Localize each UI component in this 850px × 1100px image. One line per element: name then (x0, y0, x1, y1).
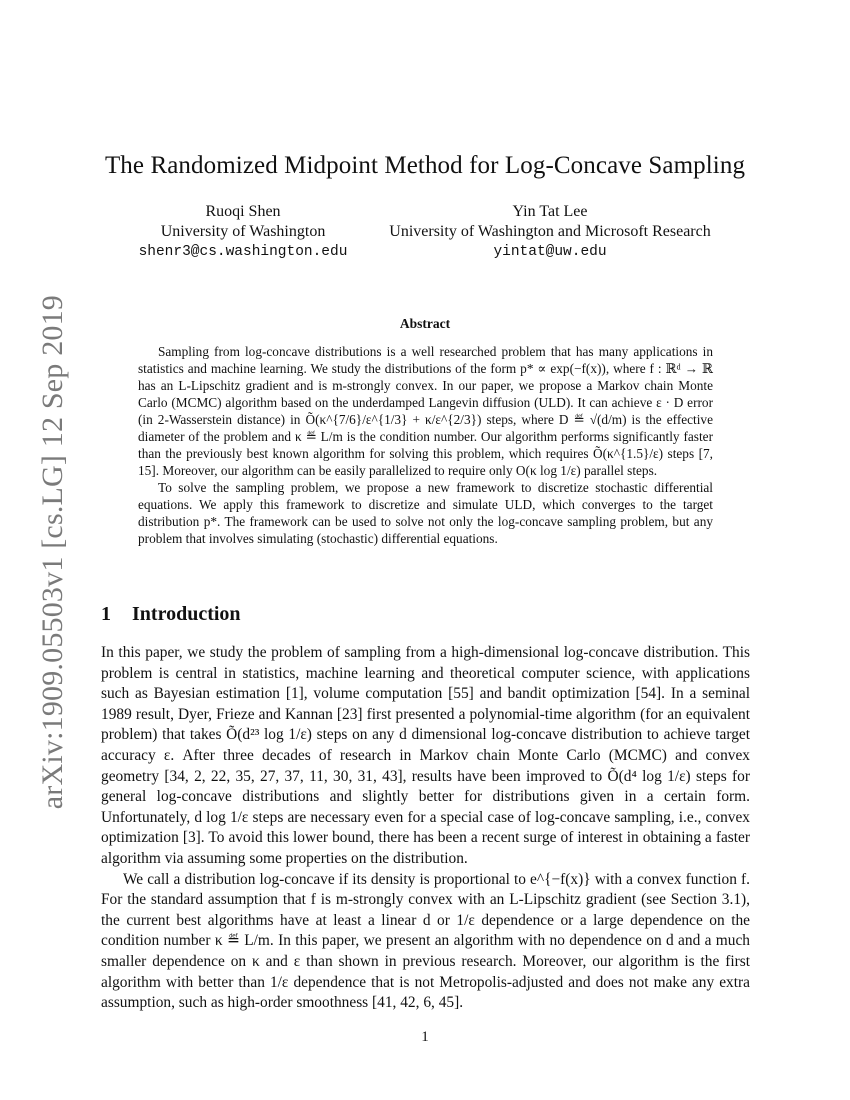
intro-paragraph-1: In this paper, we study the problem of sampling from a high-dimensional log-concave distribution. This problem is central in statistics, machine learning and theoretical computer science, with applications such as Bayesian estimation [1], volume computation [55] and bandit optimization [54]. In a seminal 1989 result, Dyer, Frieze and Kannan [23] first presented a polynomial-time algorithm (for an equivalent problem) that takes Õ(d²³ log 1/ε) steps on any d dimensional log-concave distribution to achieve target accuracy ε. After three decades of research in Markov chain Monte Carlo (MCMC) and convex geometry [34, 2, 22, 35, 27, 37, 11, 30, 31, 43], results have been improved to Õ(d⁴ log 1/ε) steps for general log-concave distributions and slightly better for distributions given in a certain form. Unfortunately, d log 1/ε steps are necessary even for a special case of log-concave sampling, i.e., convex optimization [3]. To avoid this lower bound, there has been a recent surge of interest in obtaining a faster algorithm via assuming some properties on the distribution. (101, 644, 750, 867)
intro-paragraph-2: We call a distribution log-concave if its density is proportional to e^{−f(x)} with a convex function f. For the standard assumption that f is m-strongly convex with an L-Lipschitz gradient (see Section 3.1), the current best algorithms have at least a linear d or 1/ε dependence or a large dependence on the condition number κ ≝ L/m. In this paper, we present an algorithm with no dependence on d and a much smaller dependence on κ and ε than shown in previous research. Moreover, our algorithm is the first algorithm with better than 1/ε dependence that is not Metropolis-adjusted and does not make any extra assumption, such as high-order smoothness [41, 42, 6, 45]. (101, 870, 750, 1012)
abstract-paragraph-1: Sampling from log-concave distributions is a well researched problem that has many applications in statistics and machine learning. We study the distributions of the form p* ∝ exp(−f(x)), where f : ℝᵈ → ℝ has an L-Lipschitz gradient and is m-strongly convex. In our paper, we propose a Markov chain Monte Carlo (MCMC) algorithm based on the underdamped Langevin diffusion (ULD). It can achieve ε · D error (in 2-Wasserstein distance) in Õ(κ^{7/6}/ε^{1/3} + κ/ε^{2/3}) steps, where D ≝ √(d/m) is the effective diameter of the problem and κ ≝ L/m is the condition number. Our algorithm performs significantly faster than the previously best known algorithm for solving this problem, which requires Õ(κ^{1.5}/ε) steps [7, 15]. Moreover, our algorithm can be easily parallelized to require only O(κ log 1/ε) parallel steps. (138, 344, 713, 478)
paper-title: The Randomized Midpoint Method for Log-Concave Sampling (104, 152, 746, 179)
author-block-2 (360, 202, 740, 262)
author-name: Yin Tat Lee (512, 203, 588, 220)
author-name: Ruoqi Shen (205, 203, 281, 220)
section-number: 1 (101, 603, 111, 625)
author-email[interactable]: shenr3@cs.washington.edu (138, 244, 348, 260)
abstract-heading: Abstract (399, 316, 451, 331)
page-number: 1 (421, 1029, 429, 1045)
intro-body (101, 643, 750, 1014)
author-email[interactable]: yintat@uw.edu (493, 244, 607, 260)
abstract-paragraph-2: To solve the sampling problem, we propose a new framework to discretize stochastic differential equations. We apply this framework to discretize and simulate ULD, which converges to the target distribution p*. The framework can be used to solve not only the log-concave sampling problem, but any problem that involves simulating (stochastic) differential equations. (138, 480, 713, 546)
arxiv-identifier: arXiv:1909.05503v1 [cs.LG] 12 Sep 2019 (36, 295, 69, 810)
abstract-body (138, 343, 713, 547)
section-title: Introduction (132, 603, 241, 625)
author-affiliation: University of Washington (160, 223, 326, 240)
section-heading (101, 603, 241, 626)
author-block-1 (118, 202, 368, 262)
author-affiliation: University of Washington and Microsoft Research (389, 223, 711, 240)
